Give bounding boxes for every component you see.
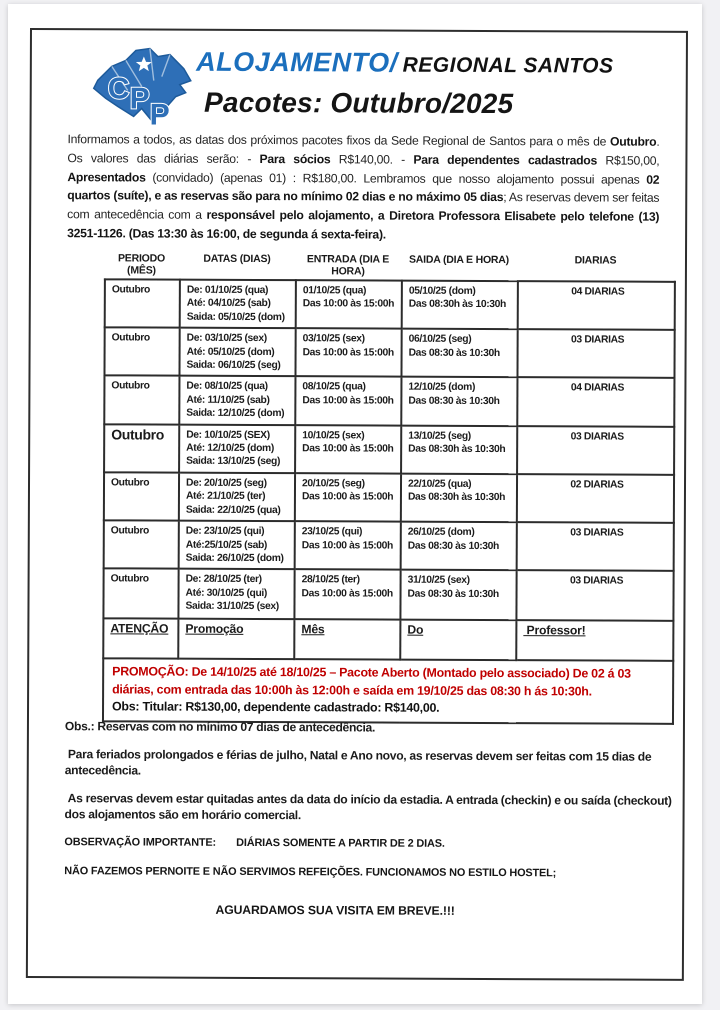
svg-text:P: P [149,98,170,132]
promo-red-text: PROMOÇÃO: De 14/10/25 até 18/10/25 – Pacote Aberto (Montado pelo associado) De 02 á 03 diárias, com entrada das 10:00h às 12:00h e saída em 19/10/25 das 08:30 h ás 10:30h. [112,664,631,698]
attention-cell: Professor! [516,620,673,661]
table-row [104,328,674,379]
cell-entrada: 20/10/25 (seg) Das 10:00 às 15:00h [295,473,401,522]
cell-diarias: 03 DIARIAS [517,426,674,475]
intro-paragraph: Informamos a todos, as datas dos próximos pacotes fixos da Sede Regional de Santos para o mês de Outubro. Os valores das diárias serão: - Para sócios R$140,00. - Para dependentes cadastrados R$150,00, Apresentados (convidado) (apenas 01) : R$180,00. Lembramos que nosso alojamento possui apenas 02 quartos (suíte), e as reservas são para no mínimo 02 dias e no máximo 05 dias; As reservas devem ser feitas com antecedência com a responsável pelo alojamento, a Diretora Professora Elisabete pelo telefone (13) 3251-1126. (Das 13:30 às 16:00, de segunda á sexta-feira). [67,132,660,242]
cell-saida: 12/10/25 (dom) Das 08:30 às 10:30h [401,377,517,426]
cell-entrada: 28/10/25 (ter) Das 10:00 às 15:00h [294,569,400,619]
attention-cell: Mês [294,619,400,659]
cell-saida: 22/10/25 (qua) Das 08:30h às 10:30h [401,473,517,522]
page-border-frame [26,28,688,981]
cell-periodo: Outubro [104,424,179,473]
important-note-line: NÃO FAZEMOS PERNOITE E NÃO SERVIMOS REFEIÇÕES. FUNCIONAMOS NO ESTILO HOSTEL; [64,865,557,880]
cell-periodo: Outubro [104,520,179,569]
cell-periodo: Outubro [104,328,179,377]
cell-entrada: 10/10/25 (sex) Das 10:00 às 15:00h [295,425,401,474]
svg-text:C: C [107,72,130,106]
table-row [104,424,674,475]
cell-entrada: 08/10/25 (qua) Das 10:00 às 15:00h [295,377,401,426]
cell-datas: De: 03/10/25 (sex) Até: 05/10/25 (dom) Saida: 06/10/25 (seg) [179,328,295,377]
document-subtitle: Pacotes: Outubro/2025 [204,86,514,120]
table-row [104,472,674,523]
table-header-row [104,248,678,281]
attention-cell: Do [400,620,516,661]
column-header: ENTRADA (DIA E HORA) [306,253,390,278]
packages-grid [102,278,676,724]
svg-text:P: P [129,82,150,116]
packages-table [102,248,678,724]
column-header: DIARIAS [574,254,617,267]
column-header: PERIODO (MÊS) [117,252,166,277]
cell-datas: De: 01/10/25 (qua) Até: 04/10/25 (sab) Saida: 05/10/25 (dom) [180,280,296,329]
cell-saida: 05/10/25 (dom) Das 08:30h às 10:30h [402,281,518,330]
table-row [105,279,675,330]
cell-saida: 26/10/25 (dom) Das 08:30 às 10:30h [401,522,517,571]
promo-cell [103,659,673,724]
cell-entrada: 03/10/25 (sex) Das 10:00 às 15:00h [295,328,401,377]
notes-section [64,718,679,837]
column-header: SAIDA (DIA E HORA) [408,253,510,267]
title-alojamento: ALOJAMENTO/ [196,46,398,78]
attention-row [103,619,673,661]
note-line: As reservas devem estar quitadas antes da data do início da estadia. A entrada (checkin) e ou saída (checkout) dos alojamentos são em horário comercial. [64,790,675,823]
column-header: DATAS (DIAS) [203,252,271,266]
promo-obs-text: Obs: Titular: R$130,00, dependente cadastrado: R$140,00. [112,699,440,715]
document-title [32,46,686,80]
cell-datas: De: 23/10/25 (qui) Até:25/10/25 (sab) Saida: 26/10/25 (dom) [179,521,295,570]
cell-diarias: 03 DIARIAS [516,570,673,621]
cell-diarias: 03 DIARIAS [517,329,674,378]
title-regional-santos: REGIONAL SANTOS [402,53,614,78]
promo-box [103,659,673,724]
cell-saida: 31/10/25 (sex) Das 08:30 às 10:30h [400,570,516,621]
table-row [103,569,673,621]
cell-diarias: 03 DIARIAS [517,522,674,571]
note-line: Para feriados prolongados e férias de julho, Natal e Ano novo, as reservas devem ser feitas com 15 dias de antecedência. [64,746,655,778]
cell-periodo: Outubro [104,376,179,425]
cell-saida: 06/10/25 (seg) Das 08:30 às 10:30h [401,329,517,378]
closing-line: AGUARDAMOS SUA VISITA EM BREVE.!!! [215,902,455,918]
table-row [104,520,674,571]
attention-cell: ATENÇÃO [103,619,178,659]
cell-entrada: 01/10/25 (qua) Das 10:00 às 15:00h [296,280,402,329]
cell-diarias: 04 DIARIAS [517,378,674,427]
attention-cell: Promoção [178,619,294,660]
note-line: Obs.: Reservas com no mínimo 07 dias de antecedência. [64,719,376,735]
cell-diarias: 02 DIARIAS [517,474,674,523]
important-notes-section [64,836,680,897]
cell-datas: De: 20/10/25 (seg) Até: 21/10/25 (ter) Saida: 22/10/25 (qua) [179,473,295,522]
document-page [8,4,702,1004]
cell-periodo: Outubro [105,279,180,328]
cell-saida: 13/10/25 (seg) Das 08:30h às 10:30h [401,425,517,474]
cell-entrada: 23/10/25 (qui) Das 10:00 às 15:00h [295,521,401,570]
cell-datas: De: 10/10/25 (SEX) Até: 12/10/25 (dom) Saida: 13/10/25 (seg) [179,424,295,473]
cell-datas: De: 08/10/25 (qua) Até: 11/10/25 (sab) Saida: 12/10/25 (dom) [179,376,295,425]
cell-diarias: 04 DIARIAS [518,281,675,330]
cell-datas: De: 28/10/25 (ter) Até: 30/10/25 (qui) Saida: 31/10/25 (sex) [178,569,294,620]
cell-periodo: Outubro [103,569,178,619]
cell-periodo: Outubro [104,472,179,521]
table-row [104,376,674,427]
important-note-line: OBSERVAÇÃO IMPORTANTE: DIÁRIAS SOMENTE A PARTIR DE 2 DIAS. [64,836,445,850]
